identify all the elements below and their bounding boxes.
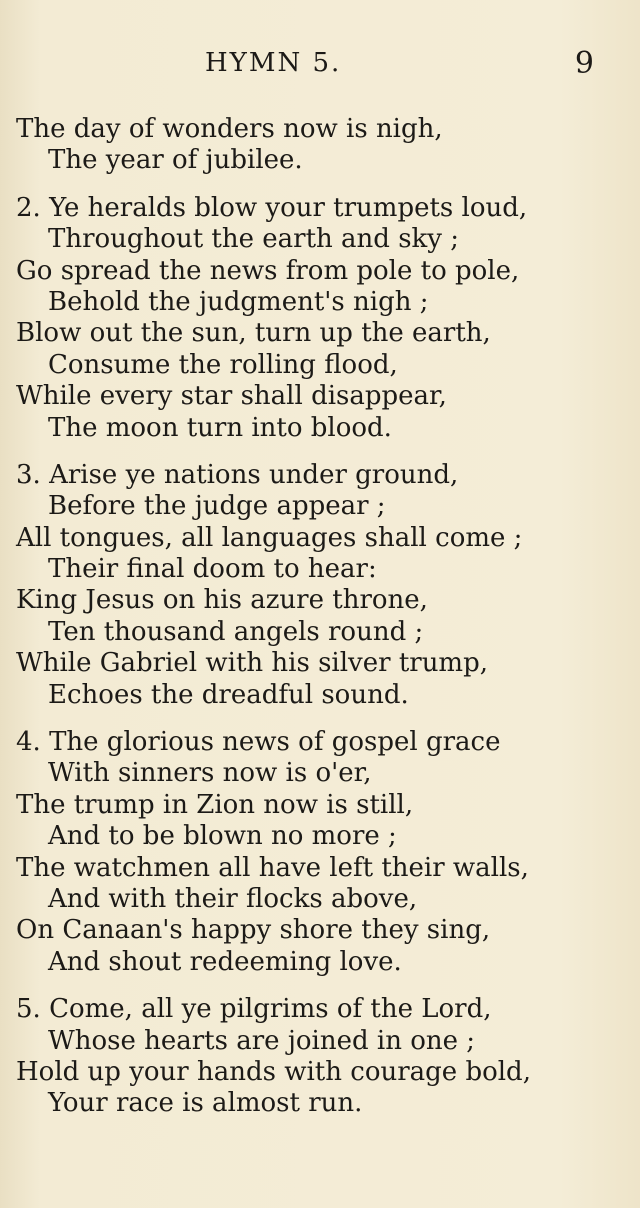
verse-line: While every star shall disappear, [16, 381, 447, 412]
hymn-text [16, 114, 616, 1136]
page-number: 9 [574, 46, 594, 81]
verse-line: 4. The glorious news of gospel grace [16, 727, 501, 758]
verse-line: 2. Ye heralds blow your trumpets loud, [16, 192, 528, 223]
stanza [16, 460, 616, 711]
verse-line: Ten thousand angels round ; [48, 616, 424, 647]
verse-line: The trump in Zion now is still, [16, 789, 414, 820]
verse-line: All tongues, all languages shall come ; [16, 522, 523, 553]
verse-line: Go spread the news from pole to pole, [16, 255, 520, 286]
verse-line: Your race is almost run. [48, 1088, 363, 1119]
verse-line: Behold the judgment's nigh ; [48, 286, 429, 317]
verse-line: The moon turn into blood. [48, 412, 392, 443]
verse-line: With sinners now is o'er, [48, 758, 372, 789]
verse-line: The day of wonders now is nigh, [16, 114, 443, 144]
verse-line: On Canaan's happy shore they sing, [16, 915, 491, 946]
verse-line: Their final doom to hear: [48, 554, 377, 585]
verse-line: Whose hearts are joined in one ; [48, 1025, 476, 1056]
verse-line: While Gabriel with his silver trump, [16, 648, 488, 679]
verse-line: 3. Arise ye nations under ground, [16, 459, 459, 490]
stanza [16, 193, 616, 444]
verse-line: Throughout the earth and sky ; [48, 224, 459, 255]
verse-line: Consume the rolling flood, [48, 349, 398, 380]
verse-line: Before the judge appear ; [48, 491, 386, 522]
verse-line: And shout redeeming love. [48, 946, 402, 977]
verse-line: King Jesus on his azure throne, [16, 585, 428, 616]
stanza [16, 727, 616, 978]
page-header [0, 46, 640, 86]
verse-line: And with their flocks above, [48, 883, 418, 914]
verse-line: The watchmen all have left their walls, [16, 852, 529, 883]
verse-line: Blow out the sun, turn up the earth, [16, 318, 491, 349]
stanza [16, 114, 616, 177]
verse-line: And to be blown no more ; [48, 821, 397, 852]
running-title: HYMN 5. [205, 48, 342, 78]
verse-line: The year of jubilee. [48, 145, 303, 176]
verse-line: Echoes the dreadful sound. [48, 679, 409, 710]
verse-line: Hold up your hands with courage bold, [16, 1056, 531, 1087]
verse-line: 5. Come, all ye pilgrims of the Lord, [16, 994, 492, 1025]
stanza [16, 994, 616, 1120]
